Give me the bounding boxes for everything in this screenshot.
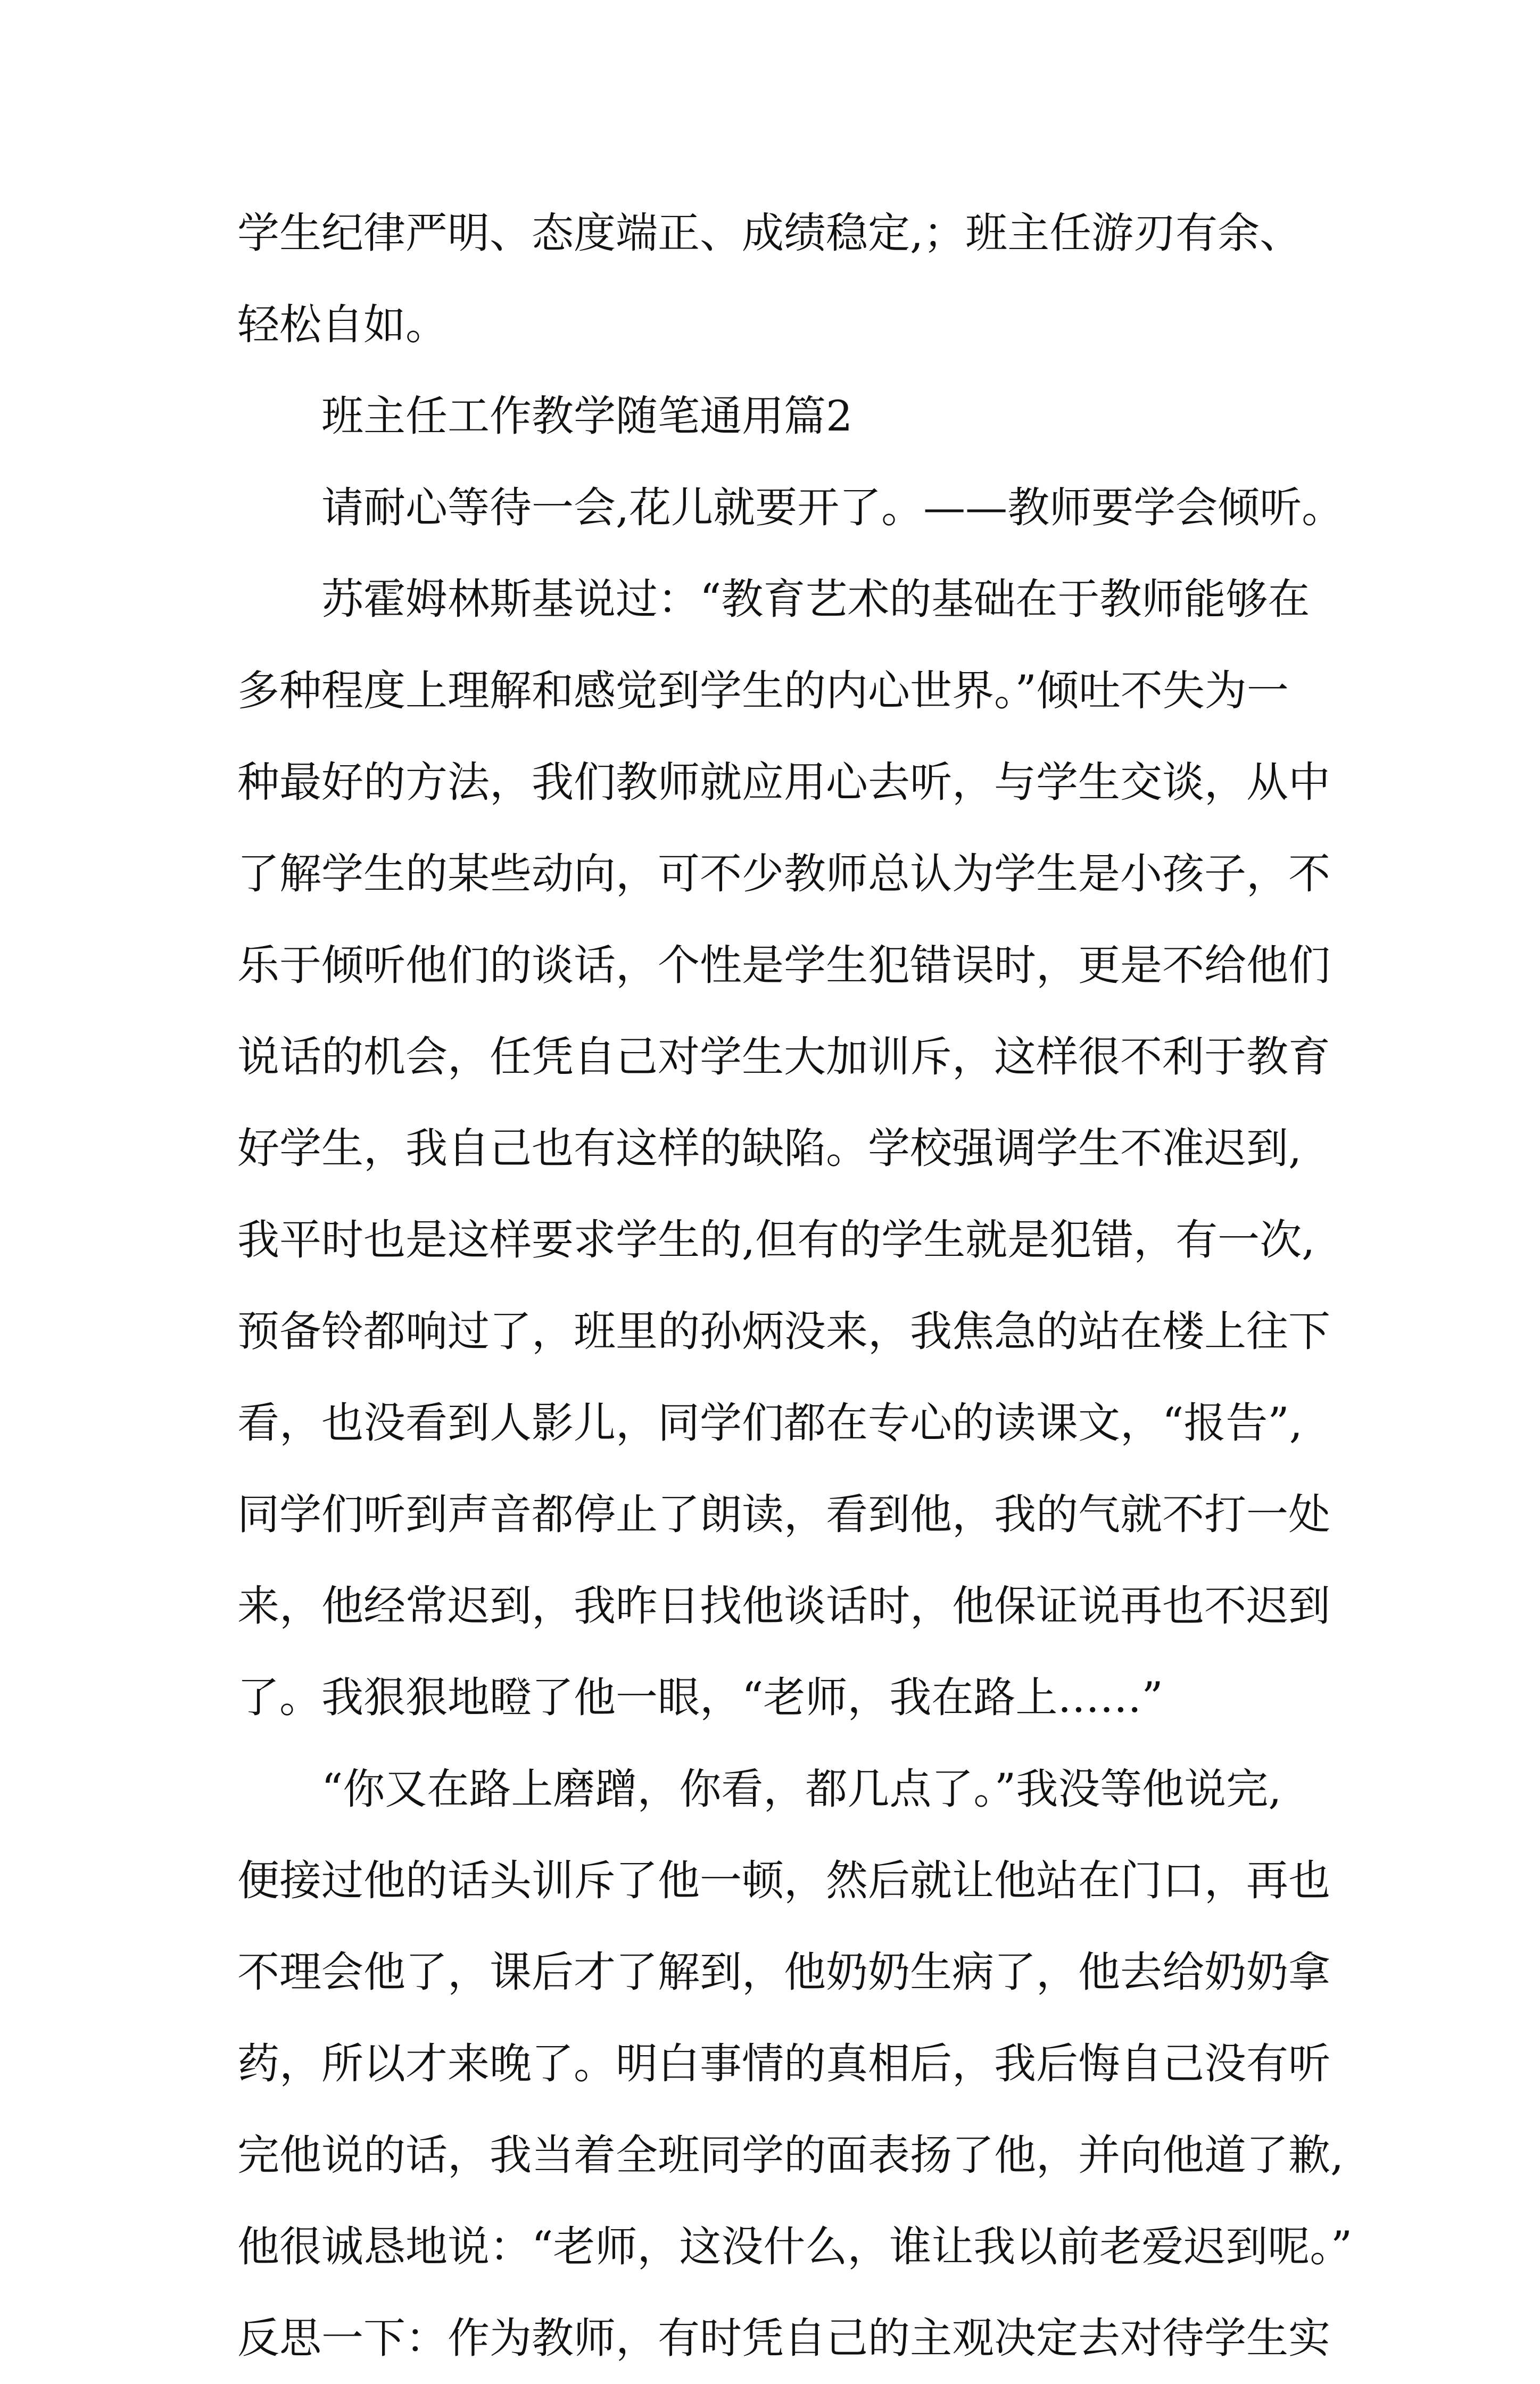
text-line: 预备铃都响过了，班里的孙炳没来，我焦急的站在楼上往下 bbox=[237, 1307, 1330, 1356]
text-line: 完他说的话，我当着全班同学的面表扬了他，并向他道了歉, bbox=[237, 2131, 1344, 2180]
text-line: 乐于倾听他们的谈话，个性是学生犯错误时，更是不给他们 bbox=[237, 941, 1330, 990]
text-line: 我平时也是这样要求学生的,但有的学生就是犯错，有一次, bbox=[237, 1215, 1315, 1264]
text-line: 学生纪律严明、态度端正、成绩稳定,；班主任游刃有余、 bbox=[237, 209, 1302, 258]
text-line: 不理会他了，课后才了解到，他奶奶生病了，他去给奶奶拿 bbox=[237, 1948, 1330, 1997]
text-line: “你又在路上磨蹭，你看，都几点了。”我没等他说完, bbox=[321, 1765, 1282, 1814]
text-line: 来，他经常迟到，我昨日找他谈话时，他保证说再也不迟到 bbox=[237, 1582, 1330, 1630]
text-line: 说话的机会，任凭自己对学生大加训斥，这样很不利于教育 bbox=[237, 1032, 1330, 1081]
text-line: 了解学生的某些动向，可不少教师总认为学生是小孩子，不 bbox=[237, 849, 1330, 898]
text-line: 苏霍姆林斯基说过：“教育艺术的基础在于教师能够在 bbox=[321, 575, 1310, 624]
body-text bbox=[237, 187, 1355, 2384]
text-line: 同学们听到声音都停止了朗读，看到他，我的气就不打一处 bbox=[237, 1490, 1330, 1539]
text-line: 请耐心等待一会,花儿就要开了。——教师要学会倾听。 bbox=[321, 483, 1344, 532]
text-line: 他很诚恳地说：“老师，这没什么，谁让我以前老爱迟到呢。” bbox=[237, 2222, 1353, 2271]
text-line: 看，也没看到人影儿，同学们都在专心的读课文，“报告”, bbox=[237, 1398, 1303, 1447]
text-line: 多种程度上理解和感觉到学生的内心世界。”倾吐不失为一 bbox=[237, 666, 1289, 715]
text-line: 了。我狠狠地瞪了他一眼，“老师，我在路上……” bbox=[237, 1673, 1163, 1722]
text-line: 好学生，我自己也有这样的缺陷。学校强调学生不准迟到, bbox=[237, 1124, 1302, 1173]
text-line: 轻松自如。 bbox=[237, 300, 448, 349]
text-line: 便接过他的话头训斥了他一顿，然后就让他站在门口，再也 bbox=[237, 1856, 1330, 1905]
text-line: 药，所以才来晚了。明白事情的真相后，我后悔自己没有听 bbox=[237, 2039, 1330, 2088]
text-line: 种最好的方法，我们教师就应用心去听，与学生交谈，从中 bbox=[237, 758, 1330, 807]
section-heading: 班主任工作教学随笔通用篇2 bbox=[321, 392, 853, 441]
text-line: 反思一下：作为教师，有时凭自己的主观决定去对待学生实 bbox=[237, 2314, 1330, 2363]
